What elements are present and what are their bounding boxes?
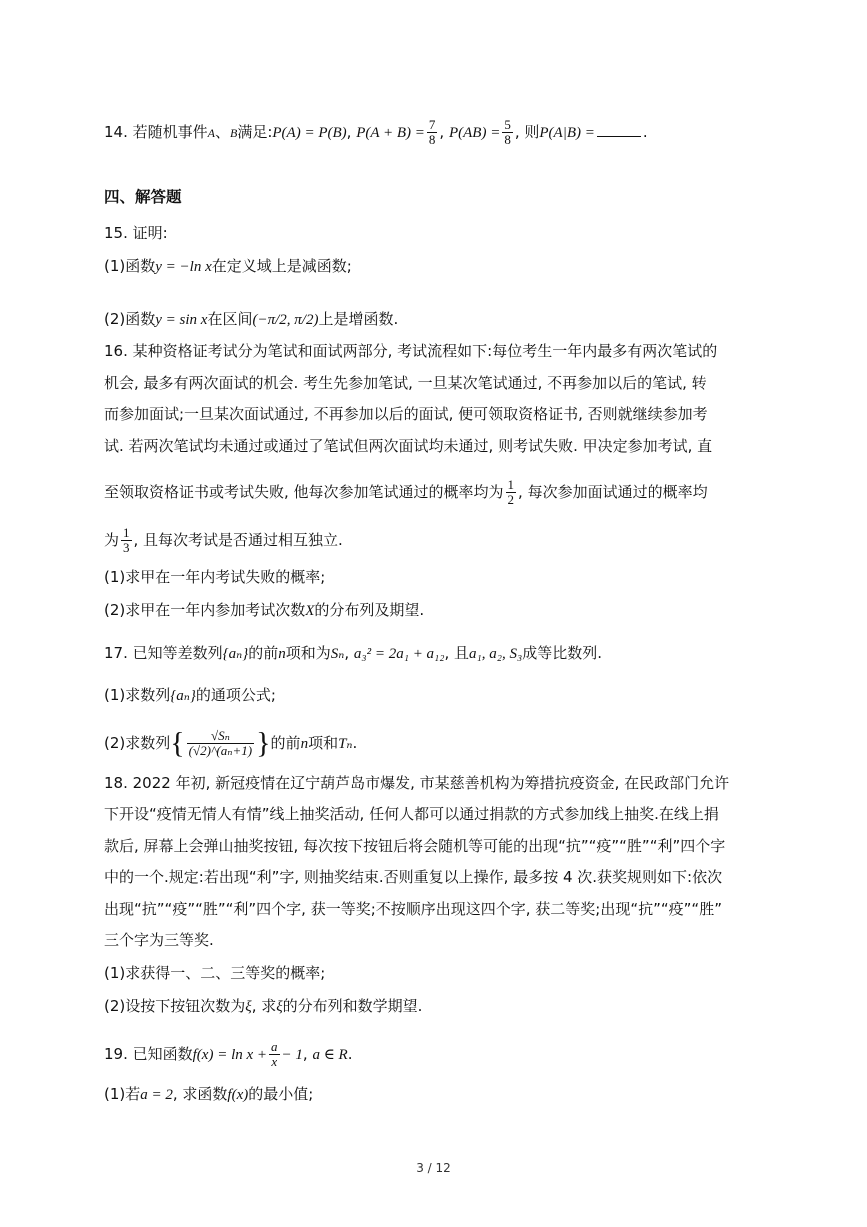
section-heading: 四、解答题	[104, 188, 182, 206]
q18-part-1: (1)求获得一、二、三等奖的概率;	[104, 964, 326, 982]
q18-line-6: 三个字为三等奖.	[104, 931, 214, 949]
q15-part-1	[104, 255, 352, 278]
q19-p1-mid: , 求函数	[172, 1085, 228, 1103]
q14-eq3-den: 8	[504, 132, 511, 147]
q14-comma1: ,	[346, 123, 352, 141]
q17-p2-mid: 的前	[270, 734, 301, 752]
q19-f-right: − 1	[281, 1047, 303, 1063]
q16-part-2	[104, 599, 424, 622]
q16-l5-num: 1	[507, 477, 515, 492]
q19-part-1	[104, 1083, 313, 1106]
q15-p2-pre: (2)函数	[104, 310, 156, 328]
q14-comma2: ,	[439, 123, 445, 141]
q17-sn: Sₙ	[330, 646, 345, 662]
q18-line-4: 中的一个.规定:若出现“利”字, 则抽奖结束.否则重复以上操作, 最多按 4 次.获奖规则如下:依次	[104, 868, 723, 886]
q14-var-a: A	[207, 126, 215, 140]
q16-l5-den: 2	[507, 492, 515, 507]
q17-comma: ,	[344, 644, 350, 662]
q14-eq2-den: 8	[428, 132, 436, 147]
q18-p2-pre: (2)设按下按钮次数为	[104, 997, 246, 1015]
q16-line-5	[104, 478, 708, 507]
q18-line-3: 款后, 屏幕上会弹山抽奖按钮, 每次按下按钮后将会随机等可能的出现“抗”“疫”“胜”“利”四个字	[104, 837, 726, 855]
q19-p1-f: f(x)	[227, 1087, 249, 1103]
q15-title: 15. 证明:	[104, 224, 168, 242]
q18-p2-var2: ξ	[276, 999, 283, 1015]
q14-then: , 则	[514, 123, 540, 141]
q16-p2-var: X	[305, 603, 315, 619]
q16-line-4: 试. 若两次笔试均未通过或通过了笔试但两次面试均未通过, 则考试失败. 甲决定参加考试, 直	[104, 437, 713, 455]
q16-l6-den: 3	[123, 540, 130, 555]
q17-p2-tn: Tₙ	[338, 736, 353, 752]
q15-part-2	[104, 308, 398, 331]
q19-f-left: f(x) = ln x +	[192, 1047, 268, 1063]
q16-p2-post: 的分布列及期望.	[314, 601, 425, 619]
q15-p2-post: 上是增函数.	[318, 310, 399, 328]
q17-brace-left: {	[170, 726, 185, 760]
q19-domain: a ∈ R	[312, 1047, 348, 1063]
q17-p1-post: 的通项公式;	[195, 686, 276, 704]
q14-eq3-num: 5	[504, 117, 511, 132]
q16-line-2: 机会, 最多有两次面试的机会. 考生先参加笔试, 一旦某次笔试通过, 不再参加以后的笔试, 转	[104, 374, 707, 392]
q17-post: 成等比数列.	[522, 644, 602, 662]
q17-p2-num: √Sₙ	[210, 728, 230, 743]
q17-p2-mid2: 项和	[308, 734, 339, 752]
q17-p2-den: (√2)^(aₙ+1)	[188, 743, 253, 758]
q17-p2-pre: (2)求数列	[104, 734, 171, 752]
q14-ask: P(A|B) =	[539, 125, 595, 141]
q14-end: .	[642, 123, 648, 141]
q14-eq1: P(A) = P(B)	[272, 125, 347, 141]
q19-p1-post: 的最小值;	[248, 1085, 314, 1103]
q16-l6-pre: 为	[104, 531, 120, 549]
q16-l5-pre: 至领取资格证书或考试失败, 他每次参加笔试通过的概率均为	[104, 483, 504, 501]
q16-l6-fraction	[121, 526, 132, 555]
q17-seq: {aₙ}	[222, 646, 249, 662]
q14-eq3-fraction	[502, 118, 513, 147]
q18-line-2: 下开设“疫情无情人有情”线上抽奖活动, 任何人都可以通过捐款的方式参加线上抽奖.在线上捐	[104, 805, 719, 823]
q14-eq2-left: P(A + B) =	[356, 125, 425, 141]
q17-p1-seq: {aₙ}	[170, 688, 196, 704]
q19-stem	[104, 1040, 353, 1069]
q14-mid: 满足:	[237, 123, 273, 141]
q16-l6-num: 1	[123, 525, 130, 540]
q14-eq2-num: 7	[428, 117, 436, 132]
q17-p2-fraction	[187, 729, 254, 758]
q19-p1-pre: (1)若	[104, 1085, 141, 1103]
q15-p2-math: y = sin x	[155, 312, 208, 328]
q19-end: .	[347, 1045, 353, 1063]
answer-blank	[597, 122, 641, 137]
q15-p1-pre: (1)函数	[104, 257, 156, 275]
q16-part-1: (1)求甲在一年内考试失败的概率;	[104, 568, 326, 586]
q19-pre: 19. 已知函数	[104, 1045, 193, 1063]
page-number: 3 / 12	[416, 1161, 451, 1175]
q18-line-5: 出现“抗”“疫”“胜”“利”四个字, 获一等奖;不按顺序出现这四个字, 获二等奖;出现“抗”“疫”“胜”	[104, 900, 722, 918]
q17-n: n	[278, 646, 286, 662]
q19-comma: ,	[302, 1045, 308, 1063]
q15-p2-interval: (−π/2, π/2)	[252, 312, 319, 328]
q16-l6-post: , 且每次考试是否通过相互独立.	[133, 531, 343, 549]
q16-l5-post: , 每次参加面试通过的概率均	[518, 483, 708, 501]
q18-p2-post: 的分布列和数学期望.	[282, 997, 423, 1015]
q19-f-num: a	[271, 1039, 278, 1054]
q17-p2-end: .	[352, 734, 358, 752]
q15-p2-mid: 在区间	[207, 310, 253, 328]
q17-brace-right: }	[256, 726, 271, 760]
q15-p1-math: y = −ln x	[155, 259, 212, 275]
q14-prefix: 14. 若随机事件	[104, 123, 208, 141]
q17-mid1: 的前	[248, 644, 279, 662]
q19-fraction	[269, 1040, 280, 1069]
q14-eq2-fraction	[427, 118, 438, 147]
q16-line-6	[104, 526, 343, 555]
q16-l5-fraction	[506, 478, 517, 507]
q16-line-3: 而参加面试;一旦某次面试通过, 不再参加以后的面试, 便可领取资格证书, 否则就继续参加考	[104, 405, 708, 423]
q17-part-1	[104, 684, 276, 707]
q17-pre: 17. 已知等差数列	[104, 644, 223, 662]
q18-p2-mid: , 求	[251, 997, 277, 1015]
q17-stem	[104, 642, 602, 665]
q17-terms: a₁, a₂, S₃	[469, 646, 523, 662]
q14-sep: 、	[214, 123, 230, 141]
q18-p2-var: ξ	[245, 999, 252, 1015]
q15-p1-post: 在定义域上是减函数;	[211, 257, 352, 275]
q17-p2-n: n	[300, 736, 309, 752]
q16-line-1: 16. 某种资格证考试分为笔试和面试两部分, 考试流程如下:每位考生一年内最多有两次笔试的	[104, 342, 718, 360]
question-14	[104, 118, 648, 147]
q19-p1-cond: a = 2	[140, 1087, 173, 1103]
q14-var-b: B	[229, 126, 238, 140]
q14-eq3-left: P(AB) =	[448, 125, 501, 141]
q17-mid3: , 且	[444, 644, 470, 662]
q17-mid2: 项和为	[285, 644, 331, 662]
q18-part-2	[104, 995, 422, 1018]
q17-p1-pre: (1)求数列	[104, 686, 171, 704]
q17-eq: a₃² = 2a₁ + a₁₂	[353, 646, 445, 662]
q19-f-den: x	[271, 1054, 278, 1069]
q16-p2-pre: (2)求甲在一年内参加考试次数	[104, 601, 306, 619]
q18-line-1: 18. 2022 年初, 新冠疫情在辽宁葫芦岛市爆发, 市某慈善机构为筹措抗疫资金, 在民政部门允许	[104, 774, 730, 792]
q17-part-2	[104, 724, 357, 763]
